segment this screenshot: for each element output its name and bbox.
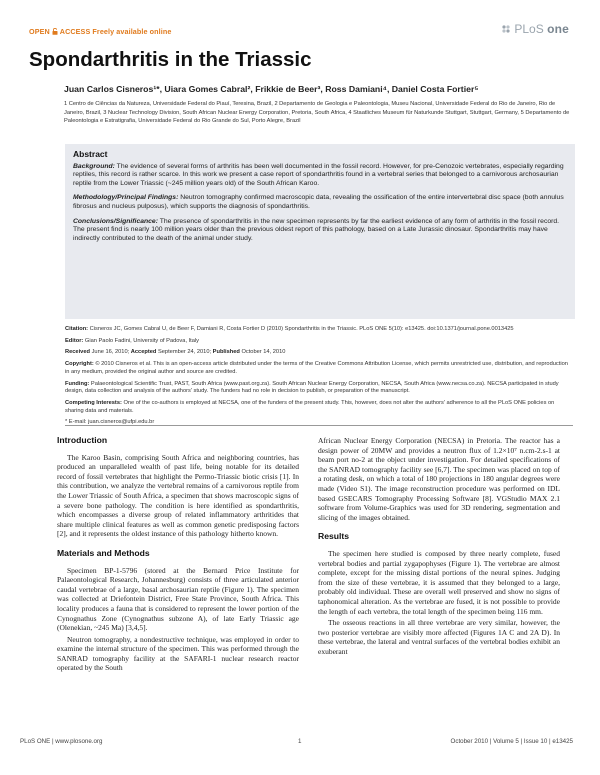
copyright: Copyright: © 2010 Cisneros et al. This is an open-access article distributed under the terms of the Creative Commons Attribution License, which permits unrestricted use, distribution, and reproduction in any medium, provided the original author and source are credited.	[65, 361, 568, 375]
footer-issue: October 2010 | Volume 5 | Issue 10 | e13425	[450, 738, 573, 745]
abstract	[73, 150, 568, 249]
body-right-column	[318, 436, 560, 658]
dates: Received June 16, 2010; Accepted September 24, 2010; Published October 14, 2010	[65, 349, 286, 356]
funding: Funding: Palaeontological Scientific Trust, PAST, South Africa (www.past.org.za). South African Nuclear Energy Corporation, NECSA, South Africa (www.necsa.co.za). NECSA participated in study design, data collection and analysis of the authors' study. The funders had no role in decision to publish, or preparation of the manuscript.	[65, 380, 559, 395]
results-paragraph-2: The osseous reactions in all three vertebrae are very similar, however, the two posterior vertebrae are visibly more affected (Figures 1A C and 2A D). In these vertebrae, the lateral and ventral surfaces of the vertebral bodies exhibit an exuberant	[318, 618, 560, 656]
open-access-banner	[29, 27, 171, 36]
open-access-text: ACCESS Freely available online	[59, 27, 172, 36]
corresponding-email: * E-mail: juan.cisneros@ufpi.edu.br	[65, 419, 155, 426]
methods-paragraph-2: Neutron tomography, a nondestructive technique, was employed in order to examine the internal structure of the specimen. This was performed through the SANRAD tomography facility at the SAFARI-1 nuclear research reactor operated by the South	[57, 634, 299, 673]
author-list: Juan Carlos Cisneros¹*, Uiara Gomes Cabral², Frikkie de Beer³, Ross Damiani⁴, Daniel Costa Fortier⁵	[64, 84, 479, 94]
results-heading: Results	[318, 531, 350, 542]
methods-continued-paragraph: African Nuclear Energy Corporation (NECSA) in Pretoria. The reactor has a design power of 20MW and provides a neutron flux of 1.2×10⁷ n.cm-2.s-1 at beam port no-2 at the object under investigation. For detailed specifications of the SANRAD tomography facility see [6,7]. The specimen was placed on top of a rotating desk, on which a total of 180 projections in 180 angular degrees were made (Video S1). The image reconstruction procedure was performed on IDL based GSECARS Tomography Processing Software [8]. VGStudio MAX 2.1 software from Volume-Graphics was used for 3D rendering, segmentation and slicing of the images obtained.	[318, 436, 560, 522]
logo-plos: PLoS	[514, 22, 544, 36]
methods-paragraph-1: Specimen BP-1-5796 (stored at the Bernard Price Institute for Palaeontological Research, Johannesburg) consists of three articulated anterior caudal vertebrae of a large, basal archosaurian reptile (Figure 1). The specimen was collected at Driefontein District, Free State Province, South Africa. This locality produces a fauna that is considered to represent the lower portion of the Cynognathus Zone (Cynognathus subzone A), of late Early Triassic age (Olenekian, ~245 Ma) [3,4,5].	[57, 565, 299, 633]
abstract-background-para: Background: The evidence of several forms of arthritis has been well documented in the fossil record. However, for pre-Cenozoic vertebrates, especially regarding reptiles, this record is rather scarce. In this work we present a case report of spondarthritis found in a vertebral series that belonged to a carnivorous archosaurian reptile from the Lower Triassic (~245 million years old) of the South African Karoo.	[73, 162, 564, 187]
page-number: 1	[298, 738, 302, 745]
abstract-methodology-para: Methodology/Principal Findings: Neutron tomography confirmed macroscopic data, revealing the ossification of the entire intervertebral disc space (both annulus fibrosus and nucleus pulposus), which supports the diagnosis of spondarthritis.	[73, 194, 564, 210]
open-access-lock-icon	[52, 28, 58, 35]
citation: Citation: Cisneros JC, Gomes Cabral U, de Beer F, Damiani R, Costa Fortier D (2010) Spondarthritis in the Triassic. PLoS ONE 5(10): e13425. doi:10.1371/journal.pone.0013425	[65, 326, 514, 332]
footer-journal: PLoS ONE | www.plosone.org	[20, 738, 103, 745]
logo-one: one	[547, 22, 569, 36]
editor: Editor: Gian Paolo Fadini, University of Padova, Italy	[65, 337, 200, 344]
competing-interests: Competing Interests: One of the co-authors is employed at NECSA, one of the funders of the present study. This, however, does not alter the authors' adherence to all the PLoS ONE policies on sharing data and materials.	[65, 399, 555, 414]
open-label: OPEN	[29, 27, 50, 36]
introduction-heading: Introduction	[57, 435, 108, 445]
plos-dots-icon	[501, 24, 511, 34]
section-divider	[65, 425, 573, 426]
abstract-conclusions-para: Conclusions/Significance: The presence of spondarthritis in the new specimen represents by far the earliest evidence of any form of arthritis in the fossil record. The present find is nearly 100 million years older than the previous oldest report of this pathology, based on a Late Jurassic dinosaur. Spondarthritis may have indirectly contributed to the death of the animal under study.	[73, 217, 560, 242]
article-title: Spondarthritis in the Triassic	[29, 48, 312, 71]
body-left-column	[57, 436, 299, 675]
methods-heading: Materials and Methods	[57, 547, 150, 558]
journal-logo	[501, 22, 569, 36]
abstract-heading: Abstract	[73, 149, 108, 159]
article-metadata	[65, 326, 573, 431]
introduction-paragraph: The Karoo Basin, comprising South Africa and neighboring countries, has produced an unparalleled wealth of past life, being notable for its detailed record of fossil vertebrates that highlight the Permo-Triassic biotic crisis [1]. In this contribution, we analyze the vertebral remains of a carnivorous reptile from the Lower Triassic of South Africa, a specimen that shows macroscopic signs of a severe bone pathology. The condition is here identified as spondarthritis, which encompasses a diverse group of related inflammatory arthritides that share multiple clinical features as well as common genetic predisposing factors [2], and it represents the oldest instance of this pathology hitherto known.	[57, 452, 299, 539]
affiliations: 1 Centro de Ciências da Natureza, Universidade Federal do Piauí, Teresina, Brazil, 2 Departamento de Geologia e Paleontologia, Museu Nacional, Universidade Federal do Rio de Janeiro, Rio de Janeiro, Brazil, 3 Nuclear Technology Division, South African Nuclear Energy Corporation, Pretoria, South Africa, 4 Staatliches Museum für Naturkunde Stuttgart, Stuttgart, Germany, 5 Departamento de Paleontologia e Estratigrafia, Universidade Federal do Rio Grande do Sul, Porto Alegre, Brazil	[64, 101, 570, 125]
results-paragraph-1: The specimen here studied is composed by three nearly complete, fused vertebral bodies and partial zygapophyses (Figure 1). The vertebrae are almost complete, except for the missing distal portions of the neural spines. Judging from the size of these vertebrae, it is assumed that they belonged to a large, probably old individual. These are overall well preserved and show no signs of taphonomical alteration. As the vertebrae are fused, it is not possible to provide the length of each vertebra, the total length of the specimen being 116 mm.	[318, 548, 560, 616]
